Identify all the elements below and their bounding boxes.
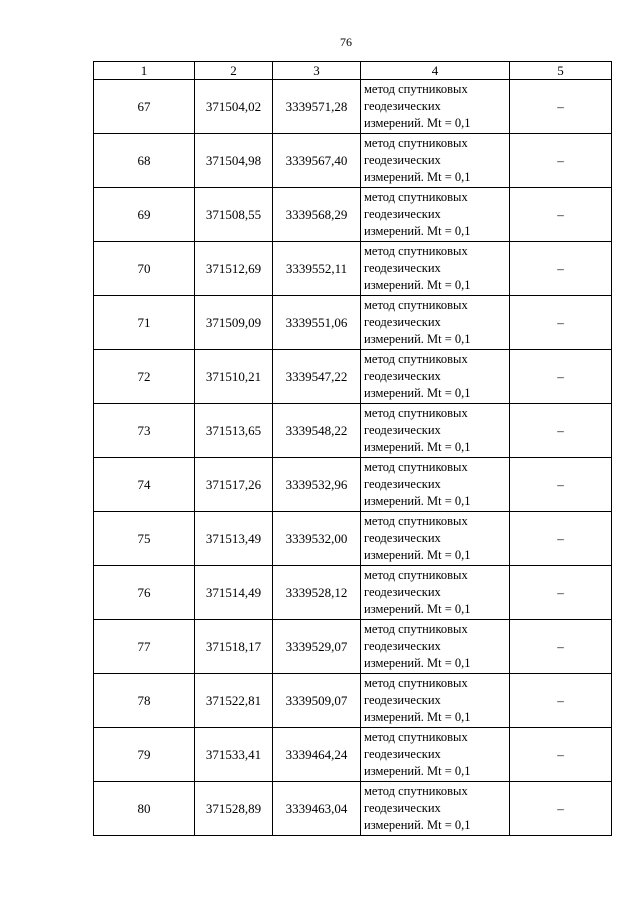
method-text-line: метод спутниковых	[364, 352, 468, 366]
method-text-line: метод спутниковых	[364, 622, 468, 636]
x-coordinate-cell: 371528,89	[195, 782, 273, 836]
method-text-line: измерений. Mt = 0,1	[364, 224, 471, 238]
point-number-cell: 77	[94, 620, 195, 674]
x-coordinate-cell: 371504,98	[195, 134, 273, 188]
x-coordinate-cell: 371517,26	[195, 458, 273, 512]
note-cell: –	[510, 188, 612, 242]
note-cell: –	[510, 782, 612, 836]
table-row	[94, 512, 612, 566]
method-cell	[361, 188, 510, 242]
y-coordinate-cell: 3339571,28	[273, 80, 361, 134]
x-coordinate-cell: 371512,69	[195, 242, 273, 296]
method-cell	[361, 782, 510, 836]
table-row	[94, 134, 612, 188]
point-number-cell: 76	[94, 566, 195, 620]
method-text-line: метод спутниковых	[364, 406, 468, 420]
method-text-line: геодезических	[364, 153, 441, 167]
method-text-line: геодезических	[364, 369, 441, 383]
point-number-cell: 67	[94, 80, 195, 134]
table-row	[94, 188, 612, 242]
header-col-1: 1	[94, 62, 195, 80]
method-text-line: измерений. Mt = 0,1	[364, 494, 471, 508]
x-coordinate-cell: 371513,65	[195, 404, 273, 458]
y-coordinate-cell: 3339568,29	[273, 188, 361, 242]
x-coordinate-cell: 371522,81	[195, 674, 273, 728]
method-text-line: геодезических	[364, 99, 441, 113]
y-coordinate-cell: 3339567,40	[273, 134, 361, 188]
point-number-cell: 75	[94, 512, 195, 566]
y-coordinate-cell: 3339547,22	[273, 350, 361, 404]
table-row	[94, 674, 612, 728]
table-row	[94, 296, 612, 350]
method-text-line: геодезических	[364, 531, 441, 545]
y-coordinate-cell: 3339528,12	[273, 566, 361, 620]
method-text-line: геодезических	[364, 639, 441, 653]
point-number-cell: 79	[94, 728, 195, 782]
table-row	[94, 242, 612, 296]
method-cell	[361, 512, 510, 566]
point-number-cell: 72	[94, 350, 195, 404]
point-number-cell: 71	[94, 296, 195, 350]
method-text-line: измерений. Mt = 0,1	[364, 386, 471, 400]
method-cell	[361, 620, 510, 674]
y-coordinate-cell: 3339464,24	[273, 728, 361, 782]
x-coordinate-cell: 371518,17	[195, 620, 273, 674]
method-text-line: геодезических	[364, 477, 441, 491]
x-coordinate-cell: 371504,02	[195, 80, 273, 134]
point-number-cell: 78	[94, 674, 195, 728]
point-number-cell: 73	[94, 404, 195, 458]
method-text-line: измерений. Mt = 0,1	[364, 116, 471, 130]
x-coordinate-cell: 371533,41	[195, 728, 273, 782]
note-cell: –	[510, 566, 612, 620]
method-cell	[361, 80, 510, 134]
method-cell	[361, 242, 510, 296]
table-row	[94, 458, 612, 512]
point-number-cell: 68	[94, 134, 195, 188]
method-text-line: метод спутниковых	[364, 568, 468, 582]
table-row	[94, 566, 612, 620]
table-row	[94, 404, 612, 458]
method-text-line: метод спутниковых	[364, 244, 468, 258]
method-cell	[361, 404, 510, 458]
method-cell	[361, 458, 510, 512]
y-coordinate-cell: 3339548,22	[273, 404, 361, 458]
y-coordinate-cell: 3339532,96	[273, 458, 361, 512]
method-text-line: метод спутниковых	[364, 460, 468, 474]
note-cell: –	[510, 458, 612, 512]
note-cell: –	[510, 674, 612, 728]
x-coordinate-cell: 371513,49	[195, 512, 273, 566]
table-body	[94, 80, 612, 836]
method-text-line: измерений. Mt = 0,1	[364, 278, 471, 292]
method-text-line: метод спутниковых	[364, 190, 468, 204]
method-text-line: метод спутниковых	[364, 676, 468, 690]
point-number-cell: 80	[94, 782, 195, 836]
method-text-line: геодезических	[364, 207, 441, 221]
note-cell: –	[510, 728, 612, 782]
method-text-line: геодезических	[364, 315, 441, 329]
y-coordinate-cell: 3339552,11	[273, 242, 361, 296]
method-text-line: измерений. Mt = 0,1	[364, 548, 471, 562]
method-text-line: метод спутниковых	[364, 136, 468, 150]
x-coordinate-cell: 371508,55	[195, 188, 273, 242]
method-cell	[361, 728, 510, 782]
table-row	[94, 350, 612, 404]
note-cell: –	[510, 242, 612, 296]
method-text-line: измерений. Mt = 0,1	[364, 170, 471, 184]
note-cell: –	[510, 350, 612, 404]
method-text-line: геодезических	[364, 261, 441, 275]
method-text-line: геодезических	[364, 423, 441, 437]
y-coordinate-cell: 3339551,06	[273, 296, 361, 350]
method-text-line: измерений. Mt = 0,1	[364, 332, 471, 346]
point-number-cell: 74	[94, 458, 195, 512]
header-col-4: 4	[361, 62, 510, 80]
header-col-3: 3	[273, 62, 361, 80]
x-coordinate-cell: 371509,09	[195, 296, 273, 350]
method-cell	[361, 674, 510, 728]
table-header-row	[94, 62, 612, 80]
method-text-line: геодезических	[364, 747, 441, 761]
method-text-line: измерений. Mt = 0,1	[364, 656, 471, 670]
table-row	[94, 782, 612, 836]
coordinates-table	[93, 61, 612, 836]
table-row	[94, 728, 612, 782]
method-cell	[361, 566, 510, 620]
y-coordinate-cell: 3339463,04	[273, 782, 361, 836]
note-cell: –	[510, 296, 612, 350]
note-cell: –	[510, 404, 612, 458]
method-text-line: измерений. Mt = 0,1	[364, 764, 471, 778]
note-cell: –	[510, 512, 612, 566]
page-number: 76	[340, 35, 352, 49]
method-cell	[361, 350, 510, 404]
point-number-cell: 69	[94, 188, 195, 242]
table-row	[94, 80, 612, 134]
header-col-2: 2	[195, 62, 273, 80]
method-text-line: геодезических	[364, 585, 441, 599]
note-cell: –	[510, 620, 612, 674]
method-cell	[361, 296, 510, 350]
method-text-line: геодезических	[364, 801, 441, 815]
table-row	[94, 620, 612, 674]
method-text-line: метод спутниковых	[364, 784, 468, 798]
method-text-line: измерений. Mt = 0,1	[364, 440, 471, 454]
y-coordinate-cell: 3339529,07	[273, 620, 361, 674]
x-coordinate-cell: 371514,49	[195, 566, 273, 620]
header-col-5: 5	[510, 62, 612, 80]
method-text-line: метод спутниковых	[364, 730, 468, 744]
method-text-line: метод спутниковых	[364, 298, 468, 312]
y-coordinate-cell: 3339509,07	[273, 674, 361, 728]
method-text-line: измерений. Mt = 0,1	[364, 710, 471, 724]
y-coordinate-cell: 3339532,00	[273, 512, 361, 566]
note-cell: –	[510, 80, 612, 134]
method-text-line: метод спутниковых	[364, 82, 468, 96]
method-text-line: геодезических	[364, 693, 441, 707]
note-cell: –	[510, 134, 612, 188]
method-text-line: измерений. Mt = 0,1	[364, 818, 471, 832]
point-number-cell: 70	[94, 242, 195, 296]
x-coordinate-cell: 371510,21	[195, 350, 273, 404]
method-text-line: метод спутниковых	[364, 514, 468, 528]
method-cell	[361, 134, 510, 188]
method-text-line: измерений. Mt = 0,1	[364, 602, 471, 616]
